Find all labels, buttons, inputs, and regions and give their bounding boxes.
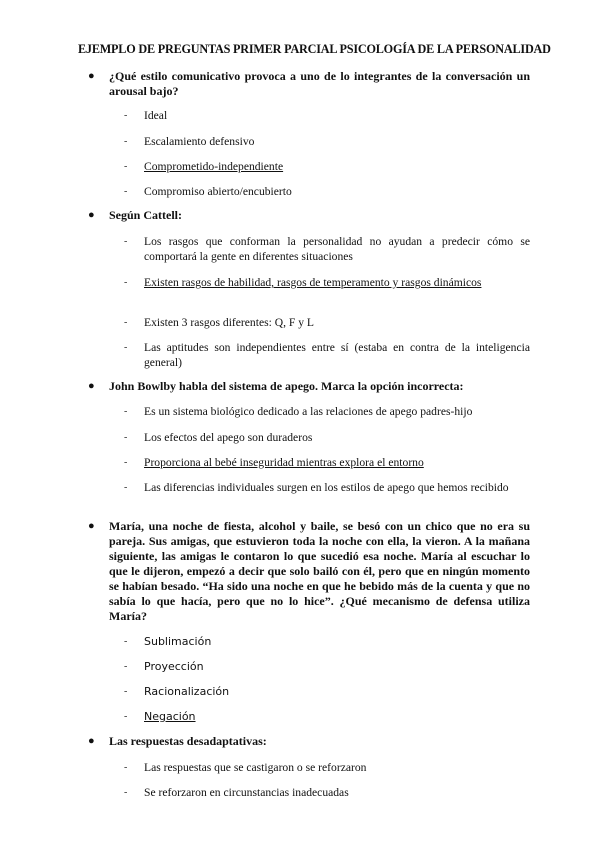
dash-icon: - xyxy=(124,636,128,647)
option-1-4 xyxy=(124,184,530,199)
option-4-4-correct xyxy=(124,709,530,724)
question-text: Las respuestas desadaptativas: xyxy=(109,734,267,748)
dash-icon: - xyxy=(124,277,128,288)
option-text-underlined: Comprometido-independiente xyxy=(144,160,284,173)
option-text: Las aptitudes son independientes entre sí (estaba en contra de la inteligencia general) xyxy=(144,341,530,369)
dash-icon: - xyxy=(124,711,128,722)
dash-icon: - xyxy=(124,136,128,147)
option-text: Compromiso abierto/encubierto xyxy=(144,185,292,198)
dash-icon: - xyxy=(124,457,128,468)
question-text: John Bowlby habla del sistema de apego. Marca la opción incorrecta: xyxy=(109,379,464,393)
dash-icon: - xyxy=(124,161,128,172)
dash-icon: - xyxy=(124,661,128,672)
dash-icon: - xyxy=(124,236,128,247)
question-3 xyxy=(88,379,530,394)
bullet-icon: ● xyxy=(88,380,95,392)
option-text: Es un sistema biológico dedicado a las relaciones de apego padres-hijo xyxy=(144,405,473,418)
option-text: Sublimación xyxy=(144,635,212,648)
dash-icon: - xyxy=(124,432,128,443)
bullet-icon: ● xyxy=(88,520,95,532)
option-2-1 xyxy=(124,234,530,264)
option-3-2 xyxy=(124,430,530,445)
question-text: Según Cattell: xyxy=(109,208,182,222)
document-title: EJEMPLO DE PREGUNTAS PRIMER PARCIAL PSICOLOGÍA DE LA PERSONALIDAD xyxy=(78,42,551,56)
option-3-1 xyxy=(124,404,530,419)
question-text: María, una noche de fiesta, alcohol y baile, se besó con un chico que no era su pareja. Sus amigas, que estuvieron toda la noche con ella, la vieron. A la mañana siguiente, las amigas le contaron lo que sucedió esa noche. María al escuchar lo que le dijeron, empezó a decir que solo bailó con él, pero que en ningún momento se habían besado. “Ha sido una noche en que he bebido más de la cuenta y que no sabía lo que hacía, pero que no lo hice”. ¿Qué mecanismo de defensa utiliza María? xyxy=(109,519,530,623)
option-text: Ideal xyxy=(144,109,168,122)
option-5-1 xyxy=(124,760,530,775)
option-2-4 xyxy=(124,340,530,370)
option-2-3 xyxy=(124,315,530,330)
dash-icon: - xyxy=(124,406,128,417)
dash-icon: - xyxy=(124,762,128,773)
option-1-2 xyxy=(124,134,530,149)
option-text: Racionalización xyxy=(144,685,230,698)
option-5-2 xyxy=(124,785,530,800)
option-text: Los rasgos que conforman la personalidad no ayudan a predecir cómo se comportará la gente en diferentes situaciones xyxy=(144,235,530,263)
option-4-2 xyxy=(124,659,530,674)
option-text-underlined: Negación xyxy=(144,710,196,723)
option-2-2-correct xyxy=(124,275,530,290)
dash-icon: - xyxy=(124,317,128,328)
option-3-3-correct xyxy=(124,455,530,470)
question-1 xyxy=(88,69,530,99)
question-4 xyxy=(88,519,530,624)
dash-icon: - xyxy=(124,186,128,197)
option-text: Las diferencias individuales surgen en los estilos de apego que hemos recibido xyxy=(144,481,509,494)
option-text: Se reforzaron en circunstancias inadecuadas xyxy=(144,786,349,799)
question-5 xyxy=(88,734,530,749)
option-3-4 xyxy=(124,480,530,495)
dash-icon: - xyxy=(124,342,128,353)
bullet-icon: ● xyxy=(88,735,95,747)
dash-icon: - xyxy=(124,686,128,697)
option-text-underlined: Existen rasgos de habilidad, rasgos de temperamento y rasgos dinámicos xyxy=(144,276,482,289)
bullet-icon: ● xyxy=(88,209,95,221)
question-2 xyxy=(88,208,530,223)
bullet-icon: ● xyxy=(88,70,95,82)
dash-icon: - xyxy=(124,110,128,121)
dash-icon: - xyxy=(124,482,128,493)
option-text-underlined: Proporciona al bebé inseguridad mientras explora el entorno xyxy=(144,456,424,469)
option-4-1 xyxy=(124,634,530,649)
question-text: ¿Qué estilo comunicativo provoca a uno de lo integrantes de la conversación un arousal bajo? xyxy=(109,69,530,98)
option-1-1 xyxy=(124,108,530,123)
option-text: Proyección xyxy=(144,660,204,673)
option-text: Escalamiento defensivo xyxy=(144,135,255,148)
option-text: Los efectos del apego son duraderos xyxy=(144,431,313,444)
option-text: Las respuestas que se castigaron o se reforzaron xyxy=(144,761,367,774)
option-4-3 xyxy=(124,684,530,699)
dash-icon: - xyxy=(124,787,128,798)
option-text: Existen 3 rasgos diferentes: Q, F y L xyxy=(144,316,315,329)
option-1-3-correct xyxy=(124,159,530,174)
